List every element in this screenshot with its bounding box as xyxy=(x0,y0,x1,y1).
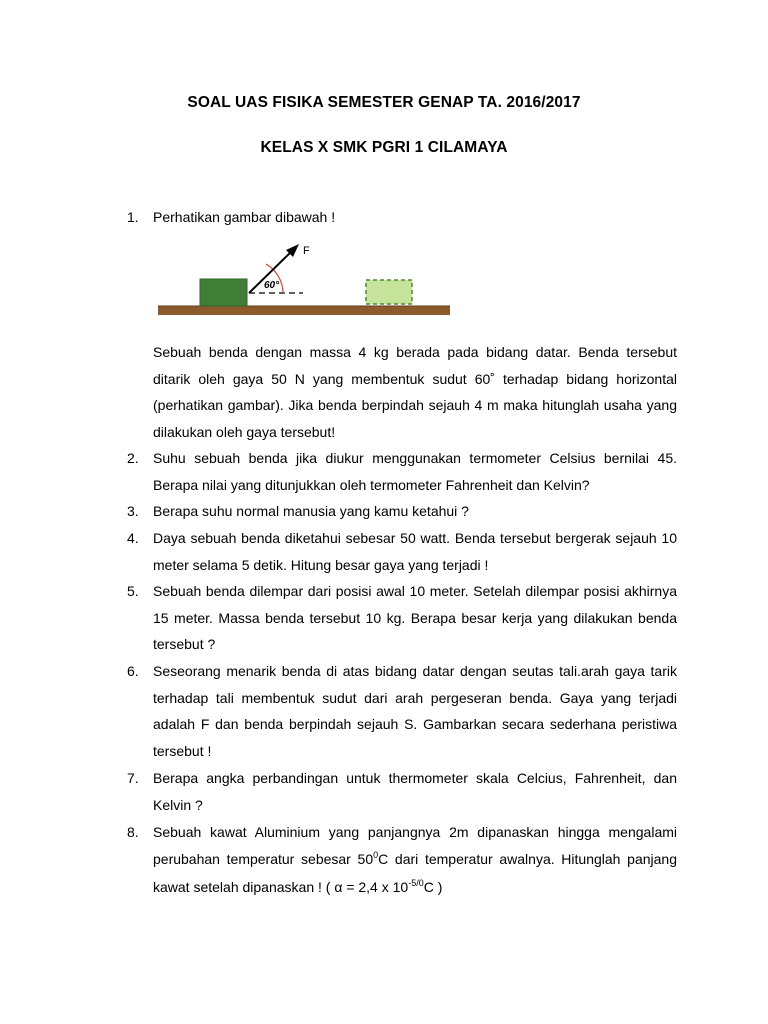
question-number: 6. xyxy=(127,663,139,679)
block xyxy=(200,279,247,306)
question-text-part: C dari temperatur awalnya. Hitunglah panjang kawat setelah dipanaskan ! ( α = 2,4 x 10 xyxy=(153,850,677,896)
question-number: 2. xyxy=(127,450,139,466)
superscript: -5/0 xyxy=(408,878,424,889)
question-text: Suhu sebuah benda jika diukur menggunakan termometer Celsius bernilai 45. Berapa nilai yang ditunjukkan oleh termometer Fahrenheit dan Kelvin? xyxy=(153,450,677,493)
question-number: 1. xyxy=(127,209,139,225)
angle-label: 60° xyxy=(264,280,280,291)
question-text: Perhatikan gambar dibawah ! xyxy=(153,209,336,225)
page-title: SOAL UAS FISIKA SEMESTER GENAP TA. 2016/2017 xyxy=(187,94,581,111)
question-text: Sebuah benda dilempar dari posisi awal 10 meter. Setelah dilempar posisi akhirnya 15 meter. Massa benda tersebut 10 kg. Berapa besar kerja yang dilakukan benda tersebut ? xyxy=(153,583,677,653)
question-text: Daya sebuah benda diketahui sebesar 50 watt. Benda tersebut bergerak sejauh 10 meter selama 5 detik. Hitung besar gaya yang terjadi ! xyxy=(153,530,677,573)
displaced-block-outline xyxy=(366,280,412,304)
question-number: 4. xyxy=(127,530,139,546)
question-number: 5. xyxy=(127,583,139,599)
force-label: F xyxy=(303,245,310,257)
question-text-part: Sebuah kawat Aluminium yang panjangnya 2m dipanaskan hingga mengalami perubahan temperatur sebesar 50 xyxy=(153,824,677,867)
question-number: 8. xyxy=(127,824,139,840)
force-diagram xyxy=(155,240,455,320)
question-text: Berapa angka perbandingan untuk thermometer skala Celcius, Fahrenheit, dan Kelvin ? xyxy=(153,770,677,813)
page-subtitle: KELAS X SMK PGRI 1 CILAMAYA xyxy=(260,139,508,156)
question-text xyxy=(153,819,677,903)
question-body: Sebuah benda dengan massa 4 kg berada pada bidang datar. Benda tersebut ditarik oleh gaya 50 N yang membentuk sudut 60˚ terhadap bidang horizontal (perhatikan gambar). Jika benda berpindah sejauh 4 m maka hitunglah usaha yang dilakukan oleh gaya tersebut! xyxy=(153,344,677,440)
question-text: Seseorang menarik benda di atas bidang datar dengan seutas tali.arah gaya tarik terhadap tali membentuk sudut dari arah pergeseran benda. Gaya yang terjadi adalah F dan benda berpindah sejauh S. Gambarkan secara sederhana peristiwa tersebut ! xyxy=(153,663,677,759)
floor-surface xyxy=(158,306,450,315)
question-number: 3. xyxy=(127,503,139,519)
superscript: 0 xyxy=(373,849,379,860)
question-text: Berapa suhu normal manusia yang kamu ketahui ? xyxy=(153,503,469,519)
question-text-part: C ) xyxy=(423,879,443,896)
question-number: 7. xyxy=(127,770,139,786)
